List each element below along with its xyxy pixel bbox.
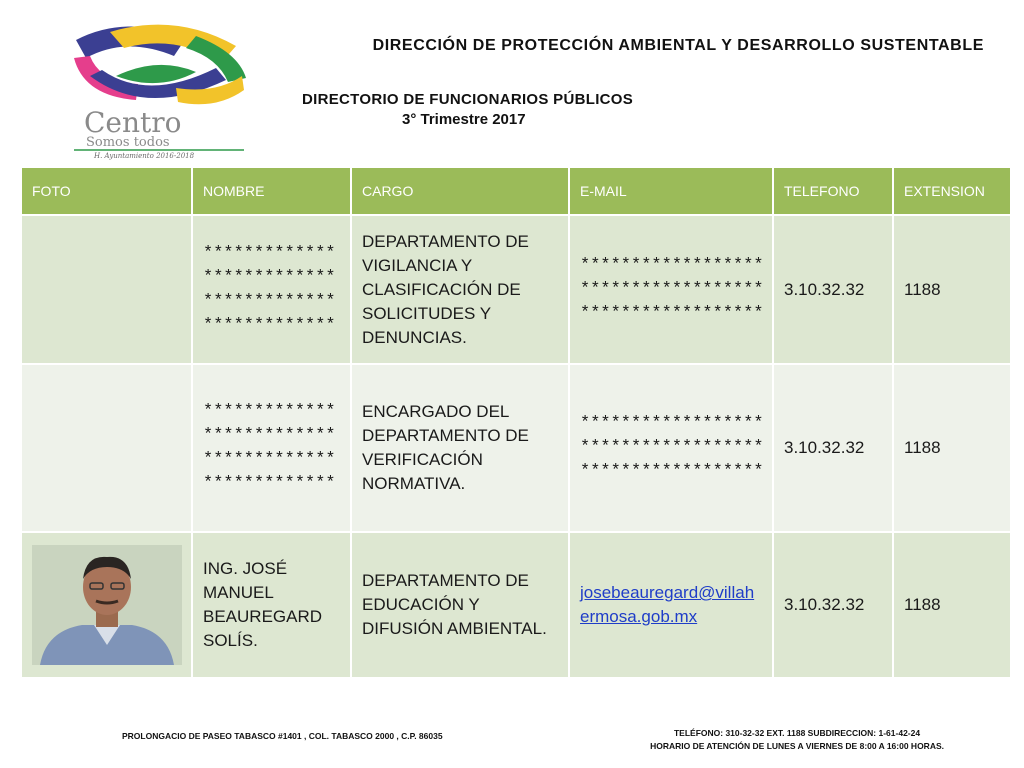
photo-cell-empty [21, 215, 192, 364]
extension-cell: 1188 [893, 364, 1011, 532]
nombre-cell: ************* ************* ************* ************* [192, 364, 351, 532]
table-row [21, 532, 1011, 678]
email-cell: ****************** ****************** ****************** [569, 215, 773, 364]
column-header-foto: FOTO [21, 167, 192, 215]
photo-cell [21, 532, 192, 678]
document-period: 3° Trimestre 2017 [402, 111, 526, 128]
nombre-cell: ************* ************* ************* ************* [192, 215, 351, 364]
table-header-row [21, 167, 1011, 215]
person-photo [32, 545, 182, 665]
email-link[interactable]: josebeauregard@villahermosa.gob.mx [580, 583, 755, 626]
column-header-extension: EXTENSION [893, 167, 1011, 215]
email-cell: ****************** ****************** ****************** [569, 364, 773, 532]
table-row [21, 215, 1011, 364]
document-title: DIRECTORIO DE FUNCIONARIOS PÚBLICOS [302, 91, 634, 108]
nombre-cell: ING. JOSÉ MANUEL BEAUREGARD SOLÍS. [192, 532, 351, 678]
svg-text:H. Ayuntamiento 2016-2018: H. Ayuntamiento 2016-2018 [94, 152, 195, 160]
svg-text:Centro: Centro [84, 106, 182, 139]
centro-logo [66, 18, 252, 160]
extension-cell: 1188 [893, 215, 1011, 364]
organization-title: DIRECCIÓN DE PROTECCIÓN AMBIENTAL Y DESARROLLO SUSTENTABLE [372, 37, 984, 54]
cargo-cell: ENCARGADO DEL DEPARTAMENTO DE VERIFICACIÓN NORMATIVA. [351, 364, 569, 532]
telefono-cell: 3.10.32.32 [773, 364, 893, 532]
photo-cell-empty [21, 364, 192, 532]
footer-contact [650, 727, 944, 753]
telefono-cell: 3.10.32.32 [773, 532, 893, 678]
cargo-cell: DEPARTAMENTO DE VIGILANCIA Y CLASIFICACIÓN DE SOLICITUDES Y DENUNCIAS. [351, 215, 569, 364]
svg-text:Somos todos: Somos todos [86, 135, 170, 150]
column-header-email: E-MAIL [569, 167, 773, 215]
directory-table [20, 166, 1012, 679]
email-cell [569, 532, 773, 678]
footer-hours: HORARIO DE ATENCIÓN DE LUNES A VIERNES DE 8:00 A 16:00 HORAS. [650, 741, 944, 751]
centro-logo-graphic [66, 18, 252, 160]
footer-phone: TELÉFONO: 310-32-32 EXT. 1188 SUBDIRECCION: 1-61-42-24 [673, 728, 921, 738]
column-header-telefono: TELEFONO [773, 167, 893, 215]
column-header-nombre: NOMBRE [192, 167, 351, 215]
table-row [21, 364, 1011, 532]
footer-address: PROLONGACIO DE PASEO TABASCO #1401 , COL. TABASCO 2000 , C.P. 86035 [122, 731, 443, 741]
cargo-cell: DEPARTAMENTO DE EDUCACIÓN Y DIFUSIÓN AMBIENTAL. [351, 532, 569, 678]
extension-cell: 1188 [893, 532, 1011, 678]
column-header-cargo: CARGO [351, 167, 569, 215]
telefono-cell: 3.10.32.32 [773, 215, 893, 364]
